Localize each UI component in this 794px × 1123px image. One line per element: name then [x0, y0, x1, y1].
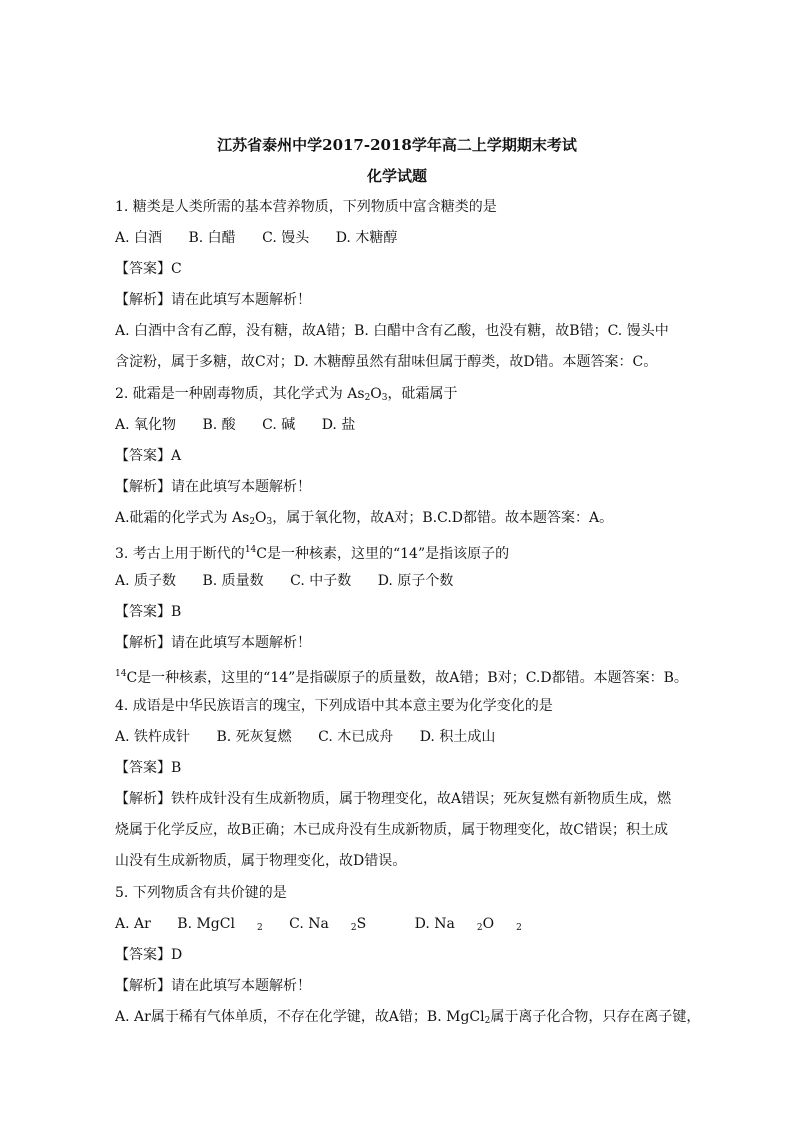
q5-option-d: D. Na $_2$O $_2$ [414, 916, 522, 933]
q1-analysis-head: 【解析】请在此填写本题解析！ [115, 292, 311, 308]
q2-stem: 2. 砒霜是一种剧毒物质，其化学式为 $As_2O_3$，砒霜属于 [115, 386, 458, 403]
q5-analysis-line-1: A. Ar属于稀有气体单质，不存在化学键，故A错；B. MgCl$_2$属于离子化合物，只存在离子键， [115, 1009, 701, 1026]
q4-answer: 【答案】B [115, 760, 182, 776]
q4-options [115, 727, 685, 747]
q5-analysis-head: 【解析】请在此填写本题解析！ [115, 978, 311, 994]
q2-option-b: B. 酸 [202, 417, 236, 433]
q5-answer: 【答案】D [115, 947, 183, 963]
q2-analysis-line-1: A.砒霜的化学式为 $As_2O_3$，属于氧化物，故A对；B.C.D都错。故本题答案：A。 [115, 510, 614, 527]
q4-option-a: A. 铁杵成针 [115, 729, 191, 745]
q5-stem: 5. 下列物质含有共价键的是 [115, 885, 287, 901]
q1-option-d: D. 木糖醇 [335, 230, 398, 246]
q1-options [115, 228, 685, 248]
q1-answer: 【答案】C [115, 261, 182, 277]
q4-analysis-line-1: 【解析】铁杵成针没有生成新物质，属于物理变化，故A错误；死灰复燃有新物质生成，燃 [115, 791, 672, 807]
q2-option-a: A. 氧化物 [115, 417, 177, 433]
q4-stem: 4. 成语是中华民族语言的瑰宝，下列成语中其本意主要为化学变化的是 [115, 698, 553, 714]
q2-analysis-head: 【解析】请在此填写本题解析！ [115, 479, 311, 495]
q5-option-c: C. Na $_2$S [289, 916, 367, 933]
q1-option-a: A. 白酒 [115, 230, 163, 246]
q5-options [115, 914, 685, 938]
q2-answer: 【答案】A [115, 448, 182, 464]
q5-option-b: B. MgCl $_2$ [177, 916, 263, 933]
q3-answer: 【答案】B [115, 604, 182, 620]
page-subtitle: 化学试题 [366, 167, 427, 185]
q2-options [115, 415, 685, 435]
q3-options [115, 571, 685, 591]
q1-option-c: C. 馒头 [262, 230, 310, 246]
q4-option-b: B. 死灰复燃 [216, 729, 292, 745]
q3-option-c: C. 中子数 [290, 573, 352, 589]
q3-option-b: B. 质量数 [202, 573, 264, 589]
q4-analysis-line-3: 山没有生成新物质，属于物理变化，故D错误。 [115, 853, 407, 869]
page-title: 江苏省泰州中学2017-2018学年高二上学期期末考试 [217, 136, 577, 154]
q4-option-c: C. 木已成舟 [318, 729, 394, 745]
q1-analysis-line-2: 含淀粉，属于多糖，故C对；D. 木糖醇虽然有甜味但属于醇类，故D错。本题答案：C。 [115, 354, 658, 370]
q3-option-a: A. 质子数 [115, 573, 177, 589]
q1-option-b: B. 白醋 [188, 230, 236, 246]
q3-stem: 3. 考古上用于断代的$^{14}$C是一种核素，这里的“14”是指该原子的 [115, 545, 510, 562]
q5-option-a: A. Ar [115, 916, 151, 932]
q3-option-d: D. 原子个数 [377, 573, 454, 589]
q3-analysis-line-1: $^{14}$C是一种核素，这里的“14”是指碳原子的质量数，故A错；B对；C.D都错。本题答案：B。 [115, 669, 688, 686]
q1-stem: 1. 糖类是人类所需的基本营养物质，下列物质中富含糖类的是 [115, 199, 497, 215]
q2-option-c: C. 碱 [262, 417, 296, 433]
q4-option-d: D. 积土成山 [419, 729, 496, 745]
q2-option-d: D. 盐 [321, 417, 356, 433]
q4-analysis-line-2: 烧属于化学反应，故B正确；木已成舟没有生成新物质，属于物理变化，故C错误；积土成 [115, 822, 668, 838]
q3-analysis-head: 【解析】请在此填写本题解析！ [115, 635, 311, 651]
q1-analysis-line-1: A. 白酒中含有乙醇，没有糖，故A错；B. 白醋中含有乙酸，也没有糖，故B错；C. 馒头中 [115, 323, 669, 339]
